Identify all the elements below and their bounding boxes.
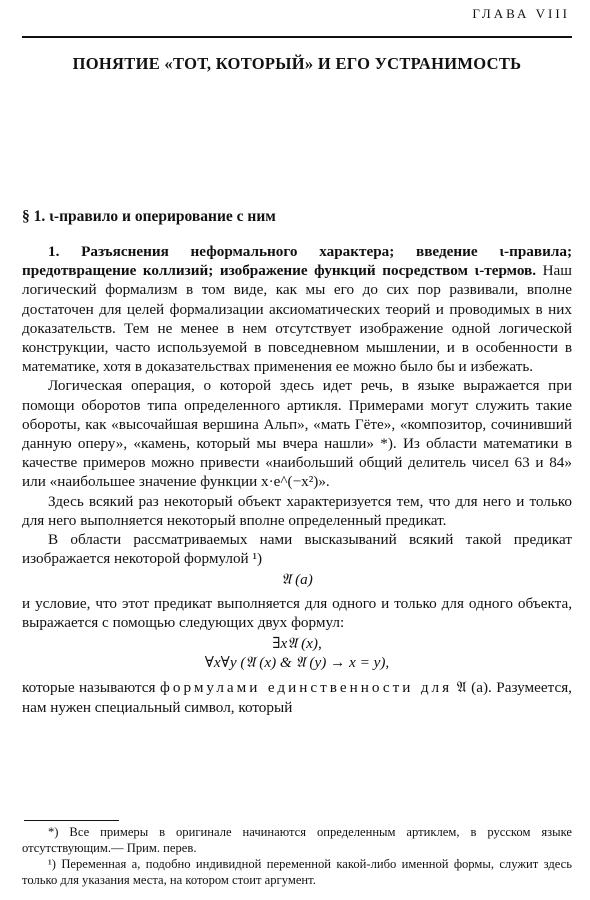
chapter-title: ПОНЯТИЕ «ТОТ, КОТОРЫЙ» И ЕГО УСТРАНИМОСТЬ xyxy=(72,54,522,73)
footnote-rule xyxy=(24,820,119,821)
paragraph-2: Логическая операция, о которой здесь идет речь, в языке выражается при помощи оборотов типа определенного артикля. Примерами могут служить такие обороты, как «высочайшая вершина Альп», «мать Гёте», «композитор, сочинивший данную оперу», «камень, который мы вчера нашли» *). Из области математики в качестве примеров можно привести «наибольший общий делитель чисел 63 и 84» или «наибольшее значение функции x·e^(−x²)». xyxy=(22,377,572,491)
section-title: § 1. ι-правило и оперирование с ним xyxy=(22,208,276,225)
header-rule xyxy=(22,36,572,38)
footnote-2: ¹) Переменная a, подобно индивидной переменной какой-либо именной формы, служит здесь только для указания места, на котором стоит аргумент. xyxy=(22,857,572,887)
paragraph-1-heading: 1. Разъяснения неформального характера; введение ι-правила; предотвращение коллизий; изображение функций посредством ι-термов. xyxy=(22,243,572,280)
footnotes xyxy=(22,824,572,888)
paragraph-6-end: 𝔄 (a). Разумеется, нам нужен специальный символ, который xyxy=(22,679,572,716)
formula-predicate: 𝔄 (a) xyxy=(281,571,313,589)
paragraph-6-start: которые называются xyxy=(22,679,161,697)
body-text xyxy=(22,242,572,717)
paragraph-6 xyxy=(22,678,572,716)
paragraph-1-text: Наш логический формализм в том виде, как мы его до сих пор развивали, вполне достаточен для целей формализации аксиоматических теорий и проводимых в них доказательств. Тем не менее в нем отсутствует изображение одной логической конструкции, часто используемой в повседневном мышлении, и в особенности в математике, хотя в доказательствах применения ее можно было бы и избежать. xyxy=(22,262,572,376)
running-head: ГЛАВА VIII xyxy=(472,6,570,21)
paragraph-6-spaced: формулами единственности для xyxy=(160,679,453,697)
paragraph-1 xyxy=(22,242,572,376)
footnote-1: *) Все примеры в оригинале начинаются определенным артиклем, в русском языке отсутствующим.— Прим. перев. xyxy=(22,825,572,855)
paragraph-5: и условие, что этот предикат выполняется для одного и только для одного объекта, выражается с помощью следующих двух формул: xyxy=(22,594,572,631)
paragraph-4: В области рассматриваемых нами высказываний всякий такой предикат изображается некоторой формулой ¹) xyxy=(22,531,572,568)
formula-uniqueness: ∀x∀y (𝔄 (x) & 𝔄 (y) → x = y), xyxy=(204,654,390,672)
uniqueness-formulas xyxy=(22,634,572,672)
paragraph-3: Здесь всякий раз некоторый объект характеризуется тем, что для него и только для него выполняется некоторый вполне определенный предикат. xyxy=(22,492,572,529)
formula-existence: ∃x𝔄 (x), xyxy=(272,635,322,653)
